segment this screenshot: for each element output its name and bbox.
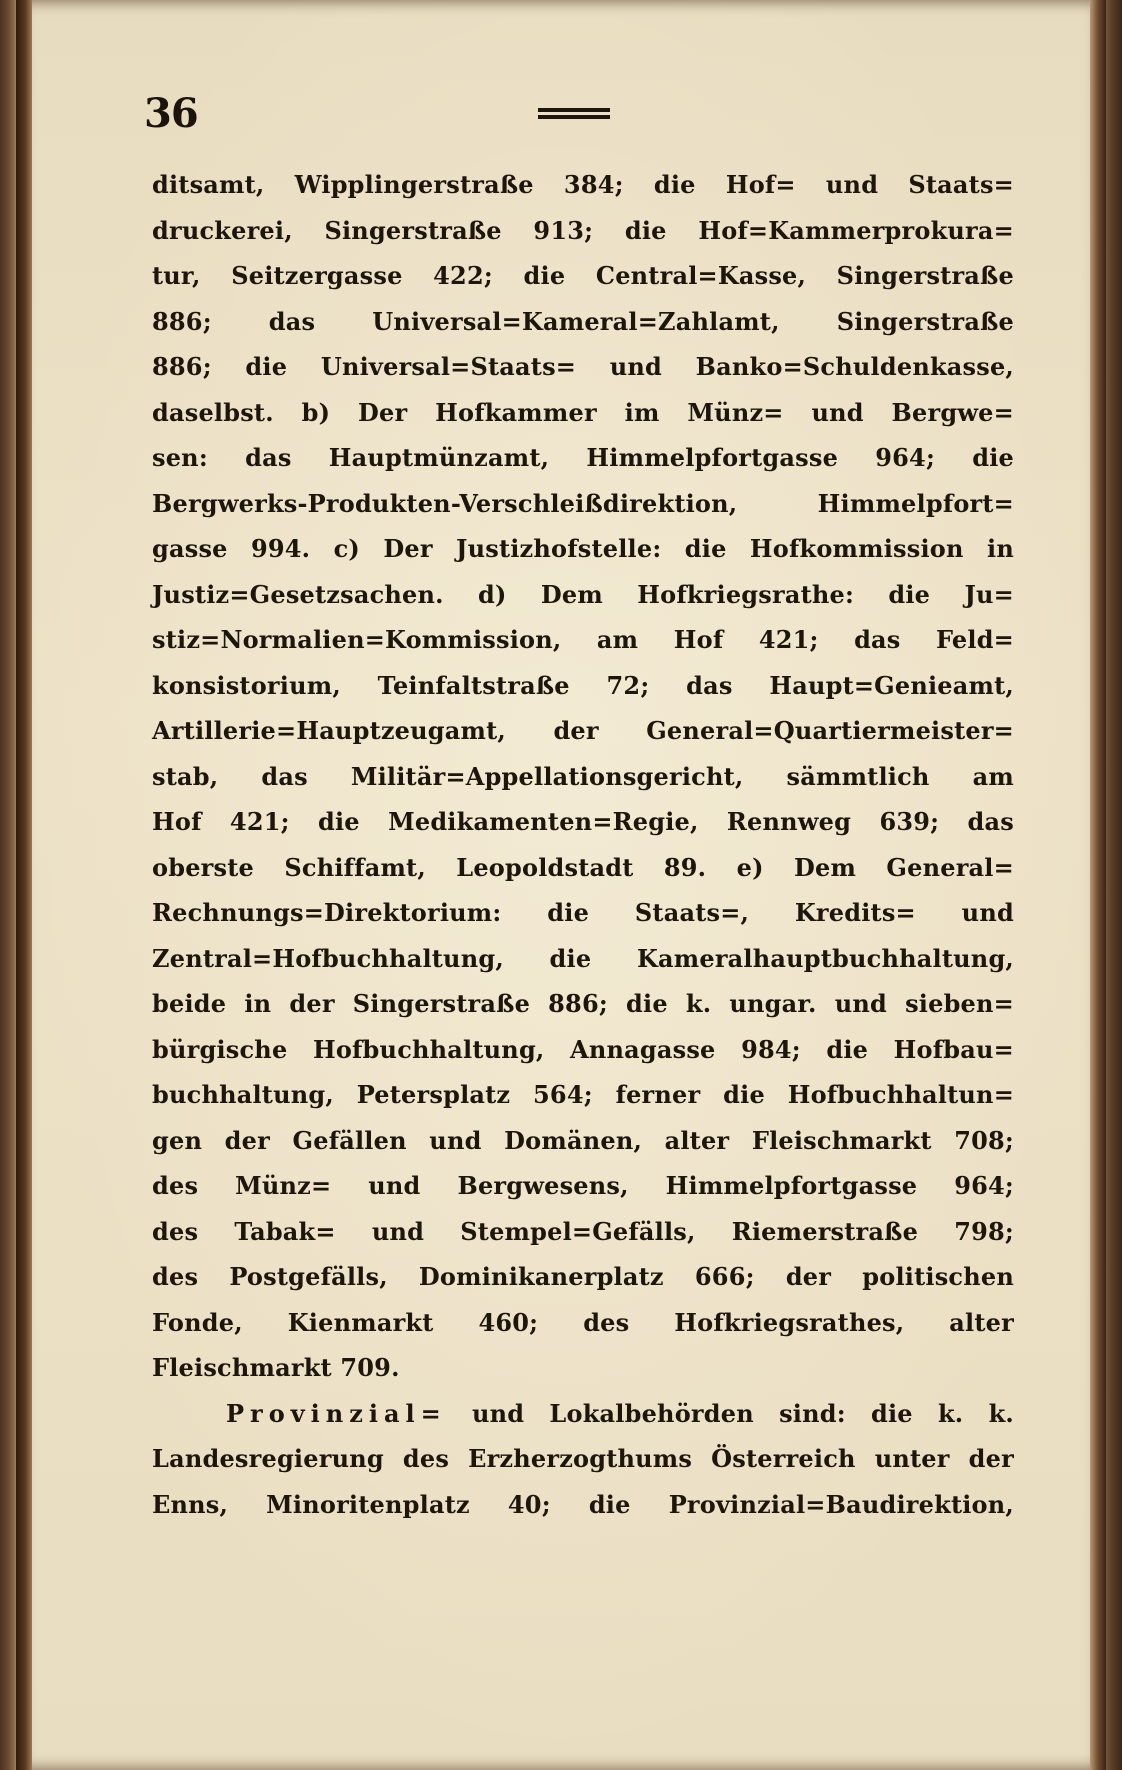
page-edge xyxy=(1090,0,1106,1770)
text-line: Artillerie=Hauptzeugamt, der General=Quartiermeister= xyxy=(152,716,1014,745)
header-rule xyxy=(538,108,610,119)
text-line: druckerei, Singerstraße 913; die Hof=Kammerprokura= xyxy=(152,215,1014,245)
text-line: Hof 421; die Medikamenten=Regie, Rennweg 639; das xyxy=(152,807,1014,836)
body-text xyxy=(152,162,1014,1527)
text-line: gasse 994. c) Der Justizhofstelle: die Hofkommission in xyxy=(152,534,1014,563)
book-page xyxy=(16,0,1106,1770)
text-line: 886; die Universal=Staats= und Banko=Schuldenkasse, xyxy=(152,352,1014,381)
text-line: beide in der Singerstraße 886; die k. ungar. und sieben= xyxy=(152,989,1014,1018)
text-line: des Postgefälls, Dominikanerplatz 666; der politischen xyxy=(152,1262,1014,1291)
text-line: Enns, Minoritenplatz 40; die Provinzial=Baudirektion, xyxy=(152,1489,1014,1519)
text-line: stab, das Militär=Appellationsgericht, sämmtlich am xyxy=(152,761,1014,791)
text-line: Justiz=Gesetzsachen. d) Dem Hofkriegsrathe: die Ju= xyxy=(152,579,1014,609)
text-line: Bergwerks-Produkten-Verschleißdirektion, Himmelpfort= xyxy=(152,488,1014,518)
text-line: tur, Seitzergasse 422; die Central=Kasse, Singerstraße xyxy=(152,261,1014,290)
text-line: konsistorium, Teinfaltstraße 72; das Haupt=Genieamt, xyxy=(152,670,1014,700)
text-line: Zentral=Hofbuchhaltung, die Kameralhauptbuchhaltung, xyxy=(152,943,1014,973)
text-line: Rechnungs=Direktorium: die Staats=, Kredits= und xyxy=(152,898,1014,927)
text-line: oberste Schiffamt, Leopoldstadt 89. e) Dem General= xyxy=(152,852,1014,882)
page-number: 36 xyxy=(144,90,198,137)
text-line: des Münz= und Bergwesens, Himmelpfortgasse 964; xyxy=(152,1171,1014,1200)
text-line: daselbst. b) Der Hofkammer im Münz= und Bergwe= xyxy=(152,397,1014,427)
text-line: des Tabak= und Stempel=Gefälls, Riemerstraße 798; xyxy=(152,1216,1014,1246)
page-gutter xyxy=(16,0,32,1770)
text-line: Fleischmarkt 709. xyxy=(152,1353,400,1382)
spaced-heading-word: Provinzial= xyxy=(226,1398,447,1428)
text-line: sen: das Hauptmünzamt, Himmelpfortgasse 964; die xyxy=(152,443,1014,472)
text-line: stiz=Normalien=Kommission, am Hof 421; das Feld= xyxy=(152,625,1014,654)
text-line: Fonde, Kienmarkt 460; des Hofkriegsrathes, alter xyxy=(152,1307,1014,1337)
text-line: Landesregierung des Erzherzogthums Österreich unter der xyxy=(152,1444,1014,1473)
page-header xyxy=(144,90,1024,140)
text-line: ditsamt, Wipplingerstraße 384; die Hof= und Staats= xyxy=(152,170,1014,199)
text-line: buchhaltung, Petersplatz 564; ferner die Hofbuchhaltun= xyxy=(152,1080,1014,1109)
paragraph-start-line: Provinzial= und Lokalbehörden sind: die k. k. xyxy=(152,1391,1014,1437)
text-line: bürgische Hofbuchhaltung, Annagasse 984; die Hofbau= xyxy=(152,1034,1014,1064)
text-line: gen der Gefällen und Domänen, alter Fleischmarkt 708; xyxy=(152,1125,1014,1155)
text-line: 886; das Universal=Kameral=Zahlamt, Singerstraße xyxy=(152,306,1014,336)
